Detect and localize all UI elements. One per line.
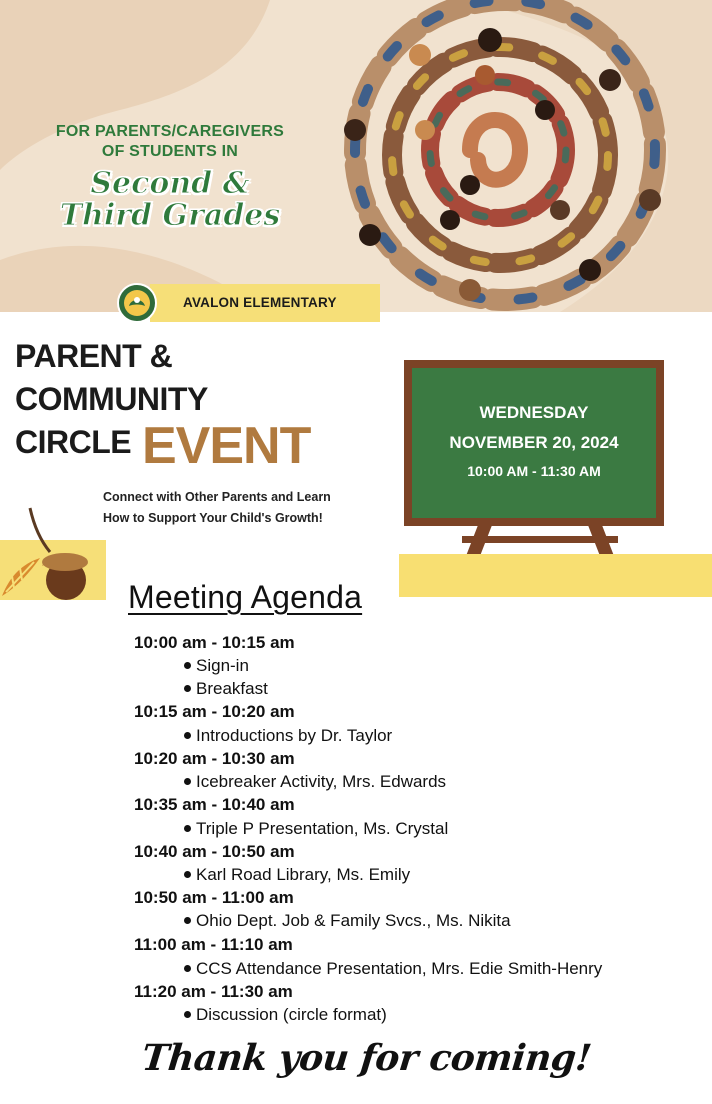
closing-message: Thank you for coming! [139,1037,594,1079]
agenda-item: Sign-in [184,656,249,676]
audience-line-2: OF STUDENTS IN [101,143,239,160]
grades-line-2: Third Grades [59,198,281,233]
agenda-time-7: 11:00 am - 11:10 am [134,935,293,954]
agenda-time-8: 11:20 am - 11:30 am [134,982,293,1001]
bullet-icon [184,917,191,924]
event-day: WEDNESDAY [479,403,589,422]
audience-line-1: FOR PARENTS/CAREGIVERS [55,123,285,140]
agenda-item: CCS Attendance Presentation, Mrs. Edie Smith-Henry [184,959,602,979]
event-title-line-3: CIRCLE [15,424,132,460]
tagline-line-1: Connect with Other Parents and Learn [103,490,331,504]
event-title-line-2: COMMUNITY [15,381,208,417]
tagline-line-2: How to Support Your Child's Growth! [103,511,323,525]
agenda-item: Discussion (circle format) [184,1005,387,1025]
bullet-icon [184,662,191,669]
event-time: 10:00 AM - 11:30 AM [467,463,601,479]
school-logo-icon [115,282,159,324]
agenda-item: Breakfast [184,679,268,699]
bullet-icon [184,732,191,739]
bullet-icon [184,1011,191,1018]
audience-text [30,122,310,162]
agenda-item: Triple P Presentation, Ms. Crystal [184,819,448,839]
acorn-leaf-icon [0,506,106,600]
agenda-item: Ohio Dept. Job & Family Svcs., Ms. Nikita [184,911,511,931]
bullet-icon [184,871,191,878]
bullet-icon [184,825,191,832]
banner [0,0,712,312]
event-date: NOVEMBER 20, 2024 [449,433,619,452]
event-title-highlight: EVENT [142,417,311,475]
agenda-time-2: 10:15 am - 10:20 am [134,702,295,721]
agenda-time-1: 10:00 am - 10:15 am [134,633,295,652]
grades-heading [30,168,310,232]
bullet-icon [184,965,191,972]
agenda-item: Karl Road Library, Ms. Emily [184,865,410,885]
agenda-title: Meeting Agenda [128,579,363,615]
agenda-item: Introductions by Dr. Taylor [184,726,392,746]
decorative-yellow-bar [399,554,712,597]
agenda-time-5: 10:40 am - 10:50 am [134,842,295,861]
school-name: AVALON ELEMENTARY [183,295,337,310]
agenda-time-3: 10:20 am - 10:30 am [134,749,295,768]
agenda-time-6: 10:50 am - 11:00 am [134,888,294,907]
bullet-icon [184,778,191,785]
agenda-item: Icebreaker Activity, Mrs. Edwards [184,772,446,792]
event-title-line-1: PARENT & [15,338,173,374]
bullet-icon [184,685,191,692]
grades-line-1: Second & [90,166,250,201]
agenda-time-4: 10:35 am - 10:40 am [134,795,295,814]
